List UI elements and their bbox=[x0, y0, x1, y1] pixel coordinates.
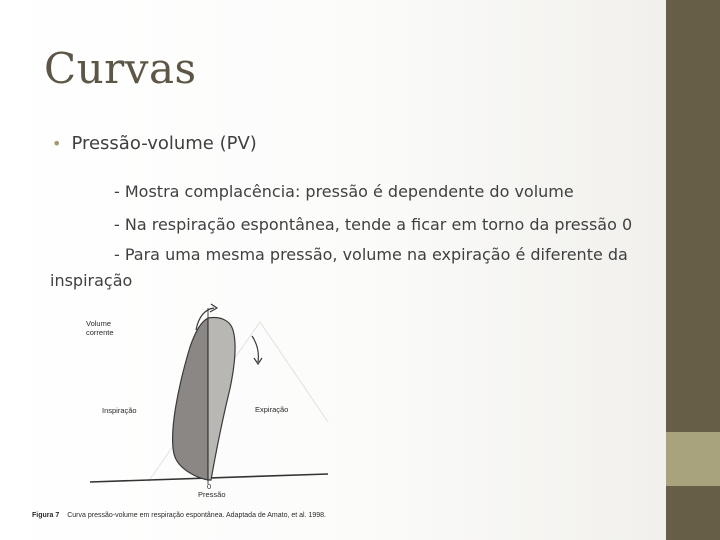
subpoint-hysteresis: - Para uma mesma pressão, volume na expiração é diferente da bbox=[114, 245, 628, 264]
decorative-sidebar-accent bbox=[666, 432, 720, 486]
inspiration-loop-area bbox=[173, 318, 208, 480]
inspiration-label: Inspiração bbox=[102, 406, 137, 415]
expiration-label: Expiração bbox=[255, 405, 289, 414]
y-axis-label-line2: corrente bbox=[86, 328, 114, 337]
zero-tick-label: 0 bbox=[207, 482, 212, 491]
x-axis-label: Pressão bbox=[198, 490, 226, 499]
figure-caption-text: Curva pressão-volume em respiração espontânea. Adaptada de Amato, et al. 1998. bbox=[67, 512, 327, 519]
bullet-text: Pressão-volume (PV) bbox=[71, 133, 257, 154]
subpoint-spontaneous: - Na respiração espontânea, tende a ficar em torno da pressão 0 bbox=[114, 215, 633, 234]
bullet-dot-icon: • bbox=[52, 134, 62, 153]
pv-curve-svg bbox=[28, 292, 358, 528]
subpoint-hysteresis-continued: inspiração bbox=[50, 271, 133, 290]
y-axis-label-line1: Volume bbox=[86, 319, 112, 328]
expiration-loop-area bbox=[208, 318, 235, 481]
slide-title: Curvas bbox=[44, 44, 197, 93]
bullet-item bbox=[52, 133, 257, 154]
subpoint-compliance: - Mostra complacência: pressão é dependente do volume bbox=[114, 182, 574, 201]
figure-caption bbox=[32, 512, 326, 519]
pv-curve-figure bbox=[28, 292, 358, 528]
right-flow-arrow bbox=[252, 336, 258, 362]
figure-caption-prefix: Figura 7 bbox=[32, 512, 60, 519]
